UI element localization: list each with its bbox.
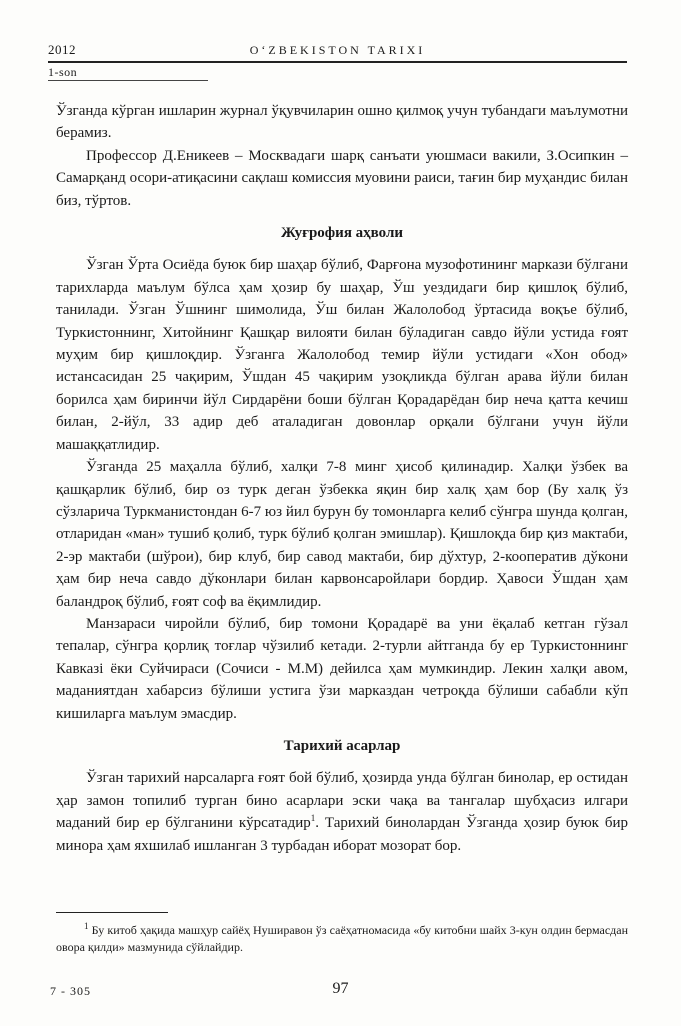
- journal-title: O‘ZBEKISTON TARIXI: [249, 43, 426, 57]
- geography-paragraph: Ўзганда 25 маҳалла бўлиб, халқи 7-8 минг ҳисоб қилинадир. Халқи ўзбек ва қашқарлик бўлиб, бир оз турк деган ўзбекка яқин бир халқ ҳам бор (Бу халқ ўз сўзларича Туркманистондан 6-7 юз йил бурун бу томонларга келиб сўнгра шунда қолган, отларидан «ман» тушиб қолиб, турк бўлиб қолган эмишлар). Қишлоқда бир қиз мактаби, 2-эр мактаби (шўрои), бир клуб, бир савод мактаби, бир дўхтур, 2-кооператив дўкони ҳам бир неча савдо дўконлари билан карвонсаройлари бордир. Ҳавоси Ўшдан ҳам баландроқ бўлиб, ғоят соф ва ёқимлидир.: [56, 459, 628, 610]
- footnote-mark: 1: [84, 921, 89, 931]
- section-heading-history: Тарихий асарлар: [283, 737, 401, 754]
- intro-paragraph: Профессор Д.Еникеев – Москвадаги шарқ санъати уюшмаси вакили, З.Осипкин – Самарқанд осори-атиқасини сақлаш комиссия муовини раиси, тағин бир муҳандис билан биз, тўртов.: [56, 147, 628, 209]
- footnote-text: Бу китоб ҳақида машҳур сайёҳ Нуширавон ўз саёҳатномасида «бу китобни шайх 3-кун олдин бермасдан овора қилди» мазмунида сўйлайдир.: [56, 923, 628, 954]
- footnote-reference[interactable]: 1: [310, 813, 316, 824]
- article-body: [56, 100, 628, 857]
- geography-paragraph: Ўзган Ўрта Осиёда буюк бир шаҳар бўлиб, Фарғона музофотининг маркази бўлгани тарихларда маълум бўлса ҳам ҳозир бу шаҳар, Ўш уездидаги бир қишлоқ бўлиб, танилади. Ўзган Ўшнинг шимолида, Ўш билан Жалолобод ўртасида воқъе бўлиб, Туркистоннинг, Хитойнинг Қашқар вилояти билан бўладиган савдо йўли устида ғоят муҳим бир қишлоқдир. Ўзганга Жалолобод темир йўли устидаги «Хон обод» истансасидан 25 чақирим, Ўшдан 45 чақирим узоқликда бўлган арава йўли билан борилса ҳам биринчи йўл Сирдарёни боши бўлган Қорадарёдан бир неча қатта кечиш билан, 2-йўл, 33 адир деб аталадиган довонлар орқали бўлгани учун йўли машаққатлидир.: [56, 257, 628, 453]
- history-text-part: Ўзган тарихий нарсаларга ғоят бой бўлиб, ҳозирда унда бўлган бинолар, ер остидан ҳар замон топилиб турган бино асарлари эски чақа ва тангалар шубҳасиз илгари маданий бир ер бўлганини кўрсатадир: [56, 770, 628, 832]
- footnote-separator: [56, 912, 168, 913]
- page-number: 97: [332, 980, 349, 997]
- history-paragraph: [56, 767, 628, 857]
- printer-signature: 7 - 305: [50, 984, 91, 998]
- footnote: [56, 922, 628, 956]
- running-header: [48, 42, 627, 82]
- intro-paragraph: Ўзганда кўрган ишларин журнал ўқувчиларин ошно қилмоқ учун тубандаги маълумотни берамиз.: [56, 103, 628, 142]
- section-heading-geography: Жуғрофия аҳволи: [280, 225, 404, 242]
- geography-paragraph: Манзараси чиройли бўлиб, бир томони Қорадарё ва уни ёқалаб кетган гўзал тепалар, сўнгра қорлиқ тоғлар чўзилиб кетади. 2-турли айтганда бу ер Туркистоннинг Кавказі ёки Суйчираси (Сочиси - М.М) дейилса ҳам мумкиндир. Лекин халқи авом, маданиятдан хабарсиз бўлиши устига ўзи марказдан четроқда бўлиши сабабли кўп кишиларга маълум эмасдир.: [56, 615, 628, 722]
- header-year: 2012: [48, 42, 76, 57]
- header-subrule: [48, 80, 208, 81]
- header-rule: [48, 61, 627, 63]
- header-issue: 1-son: [48, 65, 78, 79]
- history-text-part: . Тарихий бинолардан Ўзганда ҳозир буюк бир минора ҳам яхшилаб ишланган 3 турбадан иборат мозорат бор.: [56, 815, 628, 854]
